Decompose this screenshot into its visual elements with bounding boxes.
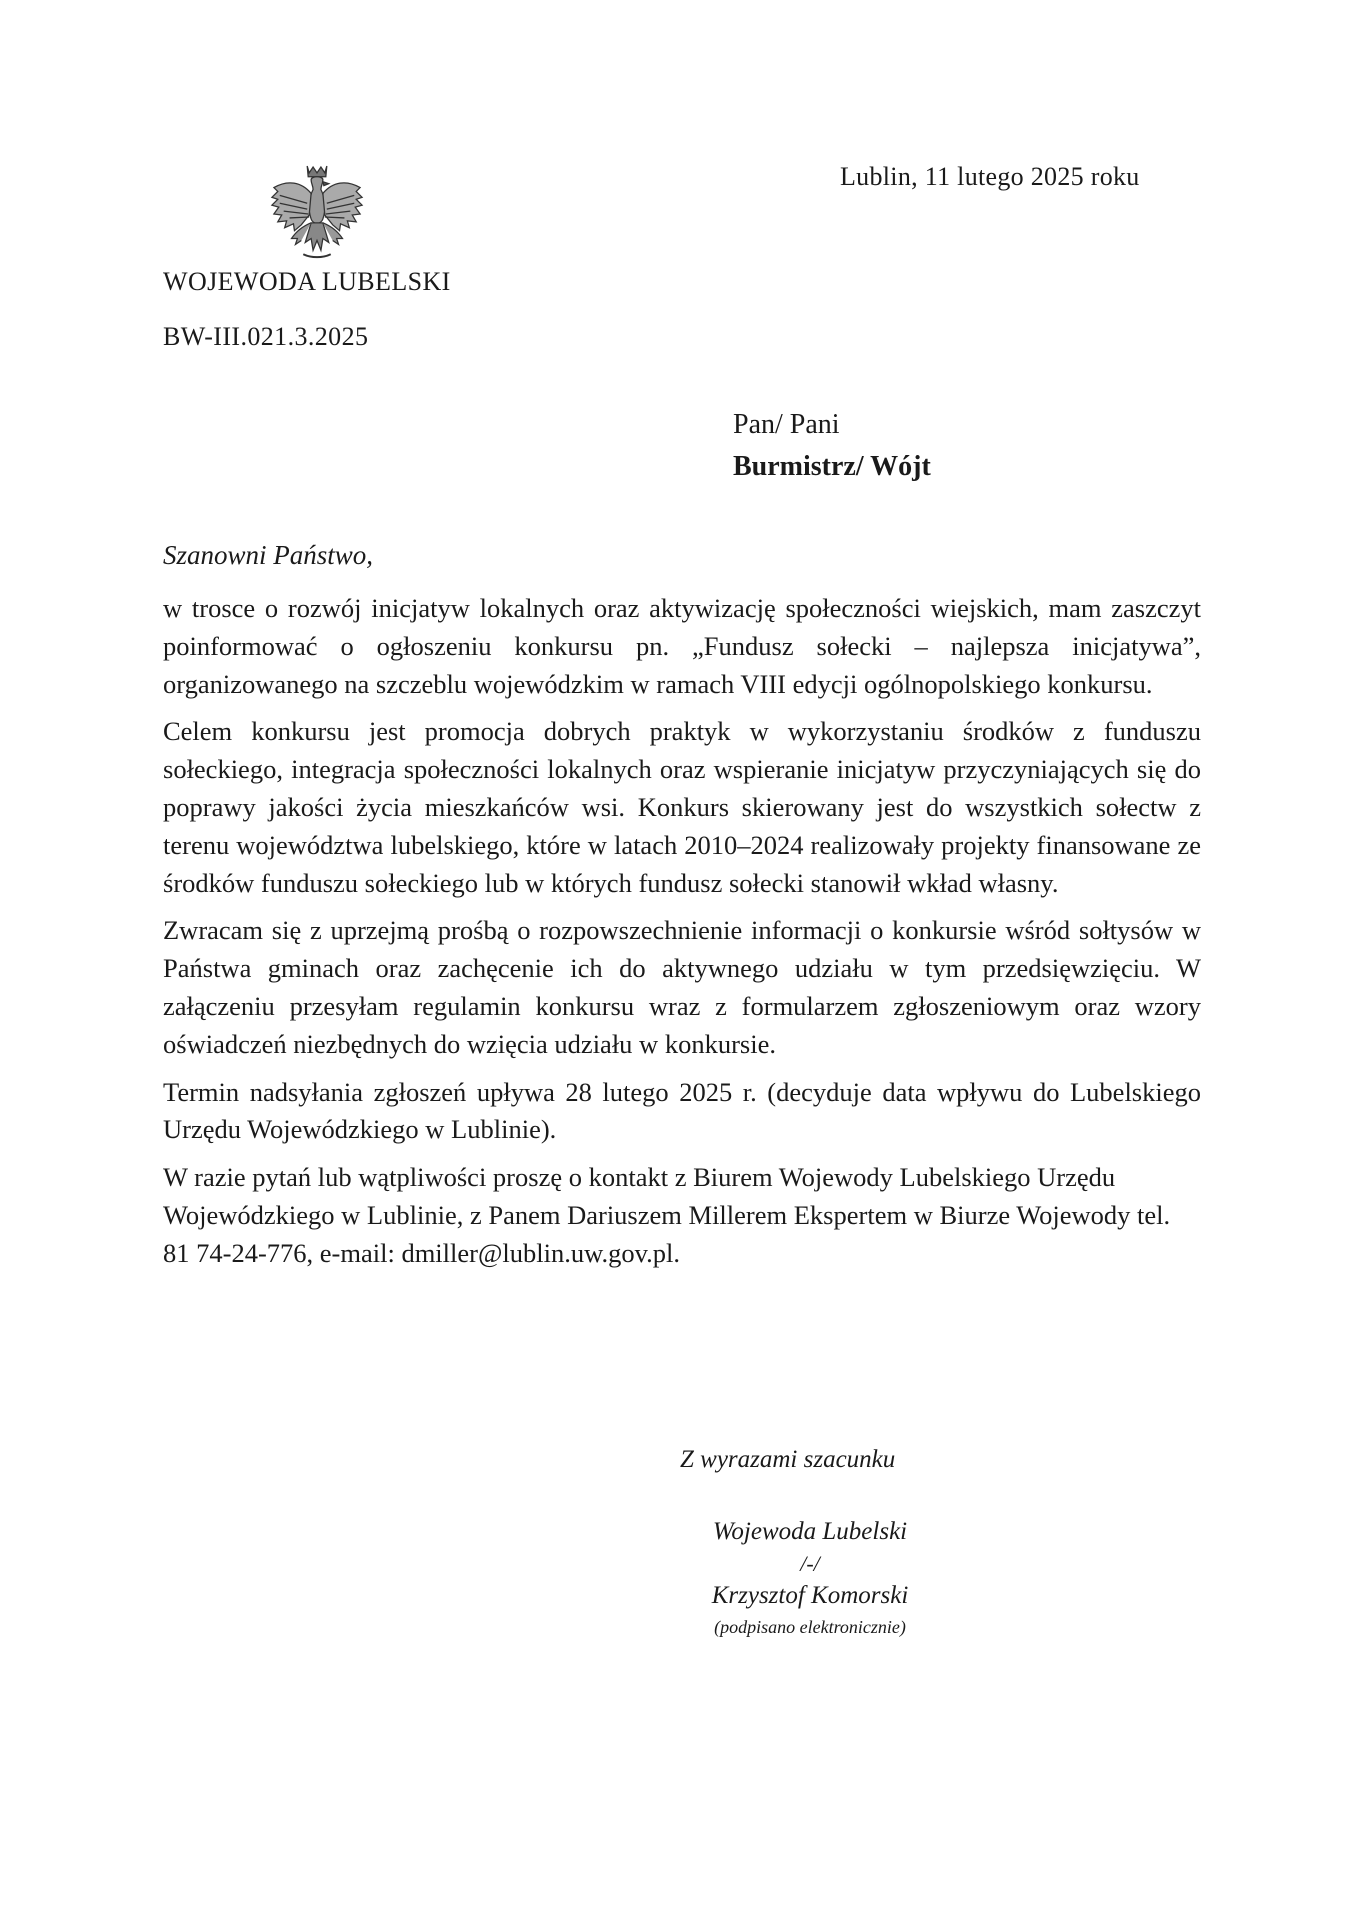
signature-note: (podpisano elektronicznie) [714, 1617, 906, 1637]
addressee-block [733, 404, 931, 488]
body-paragraph: W razie pytań lub wątpliwości proszę o kontakt z Biurem Wojewody Lubelskiego Urzędu Wojewódzkiego w Lublinie, z Panem Dariuszem Millerem Ekspertem w Biurze Wojewody tel. 81 74-24-776, e-mail: dmiller@lublin.uw.gov.pl. [163, 1162, 1171, 1268]
body-paragraph: Termin nadsyłania zgłoszeń upływa 28 lutego 2025 r. (decyduje data wpływu do Lubelskiego Urzędu Wojewódzkiego w Lublinie). [163, 1076, 1201, 1145]
addressee-line: Pan/ Pani [733, 409, 840, 440]
signature-block [660, 1515, 960, 1641]
body-paragraph: w trosce o rozwój inicjatyw lokalnych oraz aktywizację społeczności wiejskich, mam zaszczyt poinformować o ogłoszeniu konkursu pn. „Fundusz sołecki – najlepsza inicjatywa”, organizowanego na szczeblu wojewódzkim w ramach VIII edycji ogólnopolskiego konkursu. [163, 593, 1201, 699]
office-name: WOJEWODA LUBELSKI [163, 267, 451, 296]
eagle-emblem-icon [268, 160, 366, 270]
body-paragraph: Zwracam się z uprzejmą prośbą o rozpowszechnienie informacji o konkursie wśród sołtysów w Państwa gminach oraz zachęcenie ich do aktywnego udziału w tym przedsięwzięciu. W załączeniu przesyłam regulamin konkursu wraz z formularzem zgłoszeniowym oraz wzory oświadczeń niezbędnych do wzięcia udziału w konkursie. [163, 915, 1201, 1059]
signature-name: Krzysztof Komorski [711, 1582, 909, 1609]
addressee-role: Burmistrz/ Wójt [733, 451, 931, 482]
letter-date: Lublin, 11 lutego 2025 roku [840, 162, 1140, 191]
closing-phrase: Z wyrazami szacunku [680, 1446, 896, 1473]
signature-title: Wojewoda Lubelski [712, 1518, 908, 1545]
letter-body [163, 590, 1201, 1283]
signature-separator: /-/ [800, 1551, 820, 1576]
reference-number: BW-III.021.3.2025 [163, 322, 369, 351]
body-paragraph: Celem konkursu jest promocja dobrych praktyk w wykorzystaniu środków z funduszu sołeckiego, integracja społeczności lokalnych oraz wspieranie inicjatyw przyczyniających się do poprawy jakości życia mieszkańców wsi. Konkurs skierowany jest do wszystkich sołectw z terenu województwa lubelskiego, które w latach 2010–2024 realizowały projekty finansowane ze środków funduszu sołeckiego lub w których fundusz sołecki stanowił wkład własny. [163, 716, 1201, 898]
salutation: Szanowni Państwo, [163, 540, 374, 570]
